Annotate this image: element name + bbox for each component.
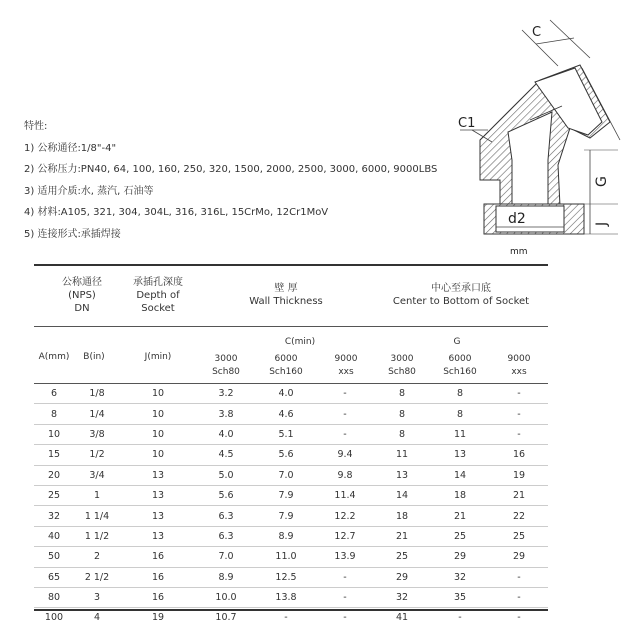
subheader-c-9000 bbox=[316, 353, 376, 379]
table-cell: 18 bbox=[374, 506, 430, 526]
unit-label: mm bbox=[510, 247, 528, 257]
table-cell: 41 bbox=[395, 612, 409, 624]
table-cell: 8 bbox=[374, 404, 430, 424]
table-cell: 32 bbox=[374, 587, 430, 607]
header-nominal-dn: DN bbox=[74, 303, 90, 314]
header-center-cn: 中心至承口底 bbox=[431, 283, 491, 294]
table-cell: - bbox=[316, 567, 374, 587]
table-cell: - bbox=[490, 587, 548, 607]
table-cell: 6 bbox=[34, 384, 74, 404]
table-cell: 10 bbox=[120, 404, 196, 424]
table-cell: 13.9 bbox=[316, 547, 374, 567]
header-nominal-cn: 公称通径 bbox=[62, 277, 102, 288]
feature-size: 1) 公称通径:1/8"-4" bbox=[24, 142, 117, 154]
table-cell: 10 bbox=[120, 384, 196, 404]
table-cell: 10 bbox=[120, 424, 196, 444]
table-cell: 6.3 bbox=[196, 526, 256, 546]
table-cell: 29 bbox=[490, 547, 548, 567]
header-center-bottom bbox=[374, 282, 548, 308]
header-wall-en: Wall Thickness bbox=[249, 296, 323, 307]
table-cell: 3 bbox=[74, 587, 120, 607]
table-cell: 4.0 bbox=[256, 384, 316, 404]
table-cell: 5.0 bbox=[196, 465, 256, 485]
table-row bbox=[34, 547, 548, 567]
table-cell: 13 bbox=[120, 485, 196, 505]
subheader-g-6000 bbox=[430, 353, 490, 379]
table-cell: 11.0 bbox=[256, 547, 316, 567]
table-cell: 25 bbox=[430, 526, 490, 546]
feature-pressure: 2) 公称压力:PN40, 64, 100, 160, 250, 320, 1500, 2000, 2500, 3000, 6000, 9000LBS bbox=[24, 164, 438, 175]
table-cell: 16 bbox=[120, 567, 196, 587]
header-wall-thickness bbox=[196, 282, 376, 308]
label-g: G bbox=[594, 176, 610, 187]
header-nominal-nps: (NPS) bbox=[68, 290, 96, 301]
subheader-c-6000-bot: Sch160 bbox=[269, 367, 303, 377]
table-cell: - bbox=[458, 612, 462, 624]
table-cell: 16 bbox=[120, 547, 196, 567]
table-cell: - bbox=[517, 612, 521, 624]
table-cell: 9.4 bbox=[316, 445, 374, 465]
table-cell: 32 bbox=[430, 567, 490, 587]
table-cell: 8 bbox=[430, 404, 490, 424]
subheader-c-9000-top: 9000 bbox=[334, 354, 358, 364]
table-cell: 21 bbox=[374, 526, 430, 546]
subheader-c-6000-top: 6000 bbox=[274, 354, 298, 364]
table-cell: 8 bbox=[374, 424, 430, 444]
table-cell: - bbox=[490, 384, 548, 404]
table-cell: 22 bbox=[490, 506, 548, 526]
table-cell: 8 bbox=[34, 404, 74, 424]
table-cell: 25 bbox=[34, 485, 74, 505]
table-cell: 25 bbox=[374, 547, 430, 567]
table-cell: 1 1/2 bbox=[74, 526, 120, 546]
table-row bbox=[34, 506, 548, 526]
header-socket-en1: Depth of bbox=[136, 290, 180, 301]
table-row bbox=[34, 526, 548, 546]
table-row bbox=[34, 465, 548, 485]
table-cell: 13 bbox=[120, 506, 196, 526]
subheader-g-3000 bbox=[374, 353, 430, 379]
subheader-c-6000 bbox=[256, 353, 316, 379]
table-cell: 10.0 bbox=[196, 587, 256, 607]
table-cell: 19 bbox=[490, 465, 548, 485]
table-cell: 5.1 bbox=[256, 424, 316, 444]
subheader-g-group: G bbox=[453, 337, 461, 347]
table-cell: 7.0 bbox=[196, 547, 256, 567]
table-cell: 25 bbox=[490, 526, 548, 546]
table-cell: 4.0 bbox=[196, 424, 256, 444]
header-wall-cn: 壁 厚 bbox=[274, 283, 298, 294]
header-socket-depth bbox=[120, 276, 196, 315]
table-row bbox=[34, 608, 548, 628]
table-cell: 21 bbox=[430, 506, 490, 526]
table-cell: 16 bbox=[120, 587, 196, 607]
header-nominal bbox=[34, 276, 130, 315]
table-cell: 5.6 bbox=[196, 485, 256, 505]
table-cell: 13.8 bbox=[256, 587, 316, 607]
table-cell: 8 bbox=[374, 384, 430, 404]
subheader-g-9000-top: 9000 bbox=[507, 354, 531, 364]
table-cell: 18 bbox=[430, 485, 490, 505]
subheader-g-6000-bot: Sch160 bbox=[443, 367, 477, 377]
header-socket-cn: 承插孔深度 bbox=[133, 277, 183, 288]
table-cell: 11 bbox=[430, 424, 490, 444]
table-cell: 65 bbox=[34, 567, 74, 587]
label-c1: C1 bbox=[458, 116, 476, 131]
table-cell: 16 bbox=[490, 445, 548, 465]
feature-connection: 5) 连接形式:承插焊接 bbox=[24, 228, 121, 240]
table-cell: 1/2 bbox=[74, 445, 120, 465]
table-cell: 1/8 bbox=[74, 384, 120, 404]
table-cell: 7.9 bbox=[256, 485, 316, 505]
table-row bbox=[34, 424, 548, 444]
table-cell: 20 bbox=[34, 465, 74, 485]
subheader-a: A(mm) bbox=[38, 352, 70, 362]
table-cell: 2 1/2 bbox=[74, 567, 120, 587]
table-cell: 80 bbox=[34, 587, 74, 607]
table-row bbox=[34, 587, 548, 607]
data-table bbox=[34, 384, 548, 628]
table-cell: 14 bbox=[374, 485, 430, 505]
elbow-fitting-diagram bbox=[440, 10, 630, 260]
header-center-en: Center to Bottom of Socket bbox=[392, 296, 530, 307]
subheader-c-3000-top: 3000 bbox=[214, 354, 238, 364]
table-cell: 9.8 bbox=[316, 465, 374, 485]
table-cell: 1/4 bbox=[74, 404, 120, 424]
table-cell: 100 bbox=[44, 612, 64, 624]
table-row bbox=[34, 445, 548, 465]
table-cell: 13 bbox=[120, 526, 196, 546]
table-cell: 4 bbox=[93, 612, 101, 624]
subheader-b: B(in) bbox=[83, 352, 105, 362]
table-cell: 6.3 bbox=[196, 506, 256, 526]
table-cell: 12.5 bbox=[256, 567, 316, 587]
header-socket-en2: Socket bbox=[141, 303, 175, 314]
table-cell: 2 bbox=[74, 547, 120, 567]
features-title: 特性: bbox=[24, 121, 48, 132]
table-cell: 8 bbox=[430, 384, 490, 404]
table-cell: 21 bbox=[490, 485, 548, 505]
table-cell: 3.2 bbox=[196, 384, 256, 404]
table-cell: 10.7 bbox=[215, 612, 237, 624]
table-cell: 40 bbox=[34, 526, 74, 546]
table-cell: 1 bbox=[74, 485, 120, 505]
subheader-g-9000 bbox=[490, 353, 548, 379]
subheader-g-3000-top: 3000 bbox=[390, 354, 414, 364]
label-d2: d2 bbox=[508, 211, 526, 227]
table-cell: 8.9 bbox=[256, 526, 316, 546]
table-cell: 14 bbox=[430, 465, 490, 485]
table-cell: 35 bbox=[430, 587, 490, 607]
feature-medium: 3) 适用介质:水, 蒸汽, 石油等 bbox=[24, 185, 154, 197]
subheader-c-3000 bbox=[196, 353, 256, 379]
table-cell: 3/8 bbox=[74, 424, 120, 444]
table-cell: - bbox=[284, 612, 288, 624]
table-cell: 29 bbox=[430, 547, 490, 567]
table-cell: 12.2 bbox=[316, 506, 374, 526]
table-cell: 15 bbox=[34, 445, 74, 465]
subheader-c-group: C(min) bbox=[284, 337, 316, 347]
header-divider bbox=[34, 326, 548, 327]
table-cell: - bbox=[316, 587, 374, 607]
table-cell: - bbox=[316, 404, 374, 424]
subheader-g-6000-top: 6000 bbox=[448, 354, 472, 364]
subheader-c-3000-bot: Sch80 bbox=[212, 367, 240, 377]
table-cell: - bbox=[343, 612, 347, 624]
features-list bbox=[24, 116, 437, 245]
table-row bbox=[34, 567, 548, 587]
table-cell: 13 bbox=[374, 465, 430, 485]
table-cell: 50 bbox=[34, 547, 74, 567]
table-cell: 5.6 bbox=[256, 445, 316, 465]
table-cell: 29 bbox=[374, 567, 430, 587]
table-cell: 3.8 bbox=[196, 404, 256, 424]
table-cell: 8.9 bbox=[196, 567, 256, 587]
table-cell: 4.6 bbox=[256, 404, 316, 424]
table-cell: 10 bbox=[120, 445, 196, 465]
label-c: C bbox=[532, 25, 542, 40]
subheader-j: J(min) bbox=[144, 352, 172, 362]
table-cell: 19 bbox=[151, 612, 165, 624]
table-cell: 1 1/4 bbox=[74, 506, 120, 526]
table-cell: 7.0 bbox=[256, 465, 316, 485]
label-j: J bbox=[594, 221, 610, 226]
table-cell: 10 bbox=[34, 424, 74, 444]
subheader-g-3000-bot: Sch80 bbox=[388, 367, 416, 377]
table-cell: 12.7 bbox=[316, 526, 374, 546]
table-cell: - bbox=[316, 424, 374, 444]
table-cell: 32 bbox=[34, 506, 74, 526]
table-row bbox=[34, 384, 548, 404]
table-cell: 3/4 bbox=[74, 465, 120, 485]
table-cell: - bbox=[490, 567, 548, 587]
feature-material: 4) 材料:A105, 321, 304, 304L, 316, 316L, 15CrMo, 12Cr1MoV bbox=[24, 207, 329, 218]
table-row bbox=[34, 485, 548, 505]
table-row bbox=[34, 404, 548, 424]
table-cell: 13 bbox=[120, 465, 196, 485]
subheader-g-9000-bot: xxs bbox=[511, 367, 527, 377]
table-cell: 11 bbox=[374, 445, 430, 465]
table-cell: - bbox=[316, 384, 374, 404]
table-cell: 11.4 bbox=[316, 485, 374, 505]
table-cell: 13 bbox=[430, 445, 490, 465]
dimensions-table bbox=[34, 264, 548, 624]
table-cell: - bbox=[490, 404, 548, 424]
table-cell: 7.9 bbox=[256, 506, 316, 526]
subheader-c-9000-bot: xxs bbox=[338, 367, 354, 377]
table-cell: - bbox=[490, 424, 548, 444]
table-cell: 4.5 bbox=[196, 445, 256, 465]
